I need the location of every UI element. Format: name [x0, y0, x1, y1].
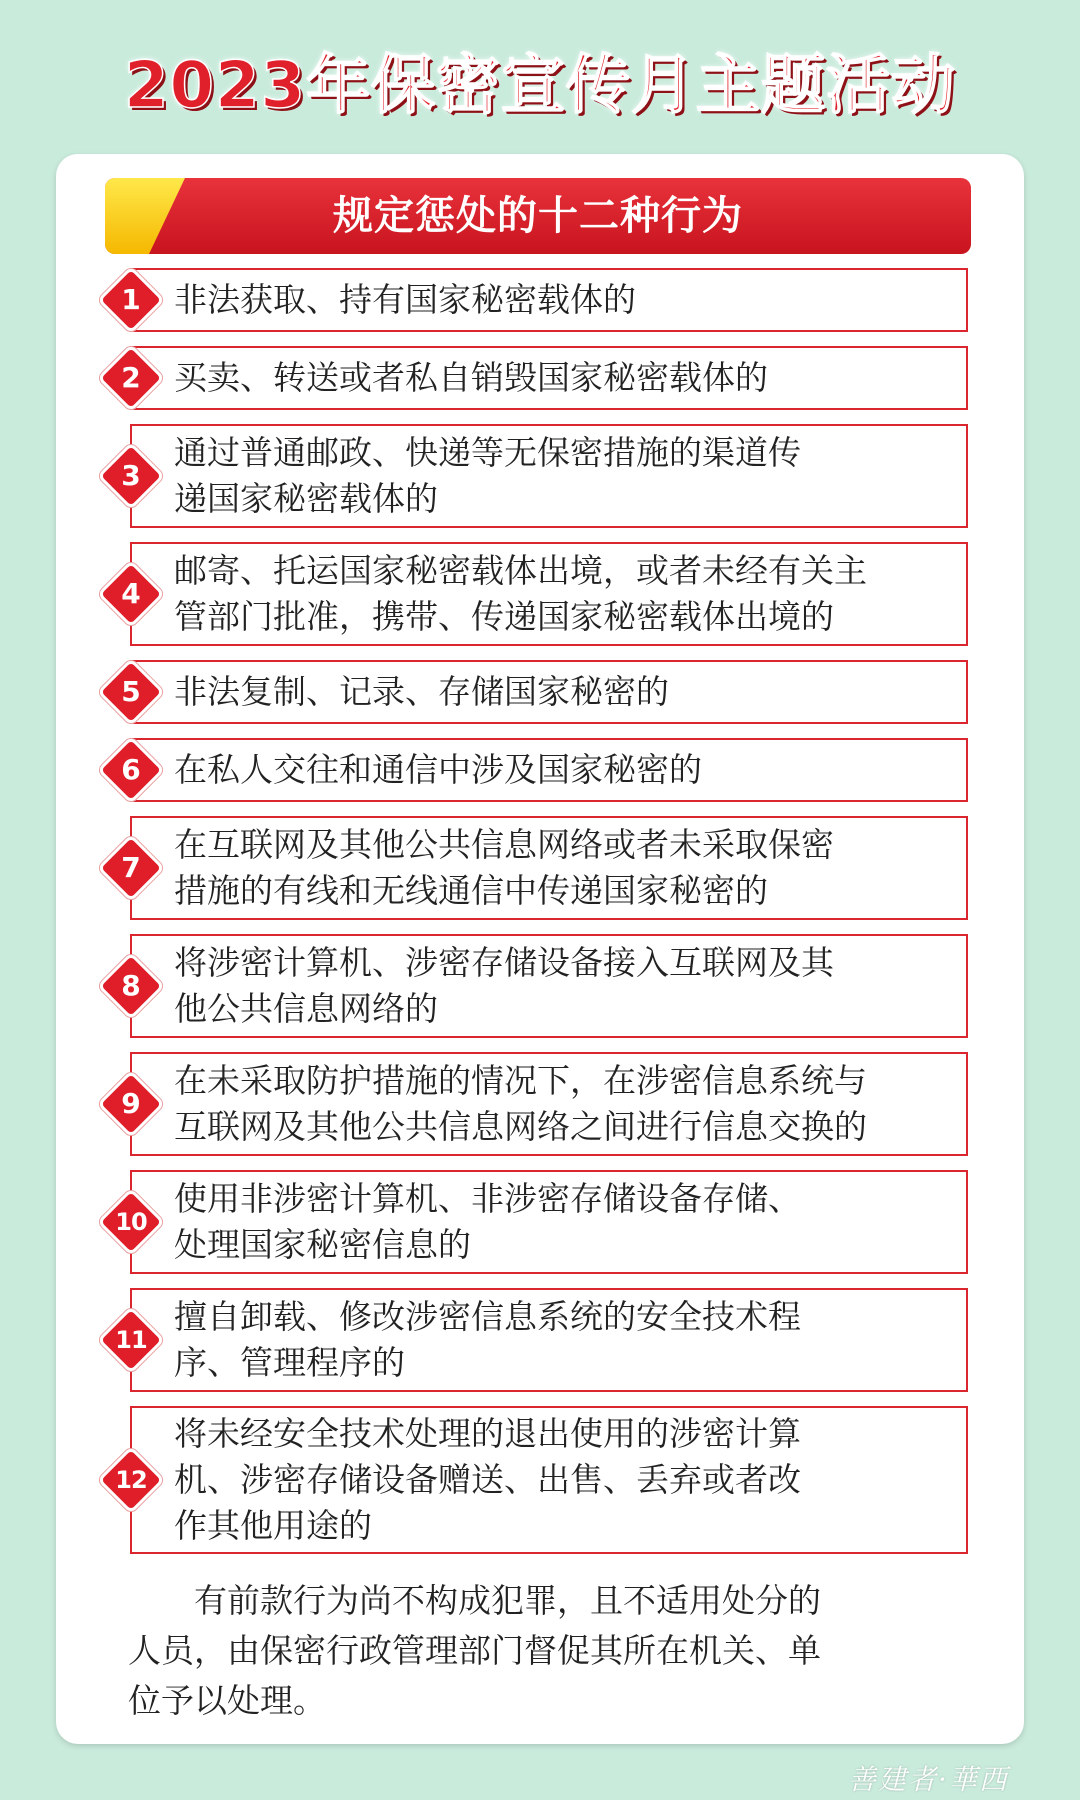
item-number: 9 — [121, 1087, 141, 1120]
section-header-label: 规定惩处的十二种行为 — [333, 193, 743, 239]
note-line: 位予以处理。 — [128, 1681, 326, 1720]
note-line: 人员，由保密行政管理部门督促其所在机关、单 — [128, 1631, 821, 1670]
item-number: 2 — [121, 361, 141, 394]
item-number: 5 — [121, 675, 141, 708]
item-line: 机、涉密存储设备赠送、出售、丢弃或者改 — [174, 1460, 801, 1499]
item-line: 邮寄、托运国家秘密载体出境，或者未经有关主 — [174, 551, 867, 590]
closing-note — [128, 1576, 968, 1726]
item-text — [174, 548, 867, 640]
item-text — [174, 822, 834, 914]
item-number: 12 — [115, 1466, 147, 1494]
item-text — [174, 430, 801, 522]
list-item — [121, 268, 968, 332]
item-line: 在私人交往和通信中涉及国家秘密的 — [174, 750, 702, 789]
item-text — [174, 1058, 867, 1150]
list-item — [121, 660, 968, 724]
item-line: 措施的有线和无线通信中传递国家秘密的 — [174, 871, 768, 910]
item-line: 使用非涉密计算机、非涉密存储设备存储、 — [174, 1179, 801, 1218]
list-item — [115, 1406, 968, 1554]
item-number: 11 — [115, 1326, 147, 1354]
item-number: 8 — [121, 969, 141, 1002]
list-item — [121, 424, 968, 528]
item-line: 序、管理程序的 — [174, 1343, 405, 1382]
item-number: 6 — [121, 753, 141, 786]
item-text — [174, 747, 702, 793]
item-line: 作其他用途的 — [174, 1506, 372, 1545]
item-text — [174, 1411, 801, 1549]
list-item — [121, 934, 968, 1038]
item-text — [174, 355, 768, 401]
list-item — [115, 1170, 968, 1274]
list-item — [121, 542, 968, 646]
item-text — [174, 1176, 801, 1268]
section-header — [105, 178, 971, 254]
item-number: 7 — [121, 851, 141, 884]
list-item — [121, 1052, 968, 1156]
item-text — [174, 277, 636, 323]
list-item — [121, 816, 968, 920]
item-number: 10 — [115, 1208, 147, 1236]
note-line: 有前款行为尚不构成犯罪，且不适用处分的 — [128, 1581, 821, 1620]
item-line: 在未采取防护措施的情况下，在涉密信息系统与 — [174, 1061, 867, 1100]
item-line: 买卖、转送或者私自销毁国家秘密载体的 — [174, 358, 768, 397]
signature-watermark: 善建者·華西 — [848, 1763, 1009, 1796]
item-text — [174, 669, 669, 715]
item-line: 将未经安全技术处理的退出使用的涉密计算 — [174, 1414, 801, 1453]
item-line: 非法复制、记录、存储国家秘密的 — [174, 672, 669, 711]
item-number: 3 — [121, 459, 141, 492]
item-line: 非法获取、持有国家秘密载体的 — [174, 280, 636, 319]
page-title: 2023年保密宣传月主题活动 — [123, 49, 957, 123]
item-text — [174, 940, 834, 1032]
item-line: 擅自卸载、修改涉密信息系统的安全技术程 — [174, 1297, 801, 1336]
list-item — [121, 346, 968, 410]
item-line: 处理国家秘密信息的 — [174, 1225, 471, 1264]
item-line: 递国家秘密载体的 — [174, 479, 438, 518]
item-line: 通过普通邮政、快递等无保密措施的渠道传 — [174, 433, 801, 472]
item-line: 互联网及其他公共信息网络之间进行信息交换的 — [174, 1107, 867, 1146]
item-number: 1 — [121, 283, 141, 316]
item-line: 将涉密计算机、涉密存储设备接入互联网及其 — [174, 943, 834, 982]
item-text — [174, 1294, 801, 1386]
item-line: 他公共信息网络的 — [174, 989, 438, 1028]
list-item — [115, 1288, 968, 1392]
item-line: 在互联网及其他公共信息网络或者未采取保密 — [174, 825, 834, 864]
list-item — [121, 738, 968, 802]
item-line: 管部门批准，携带、传递国家秘密载体出境的 — [174, 597, 834, 636]
item-number: 4 — [121, 577, 141, 610]
